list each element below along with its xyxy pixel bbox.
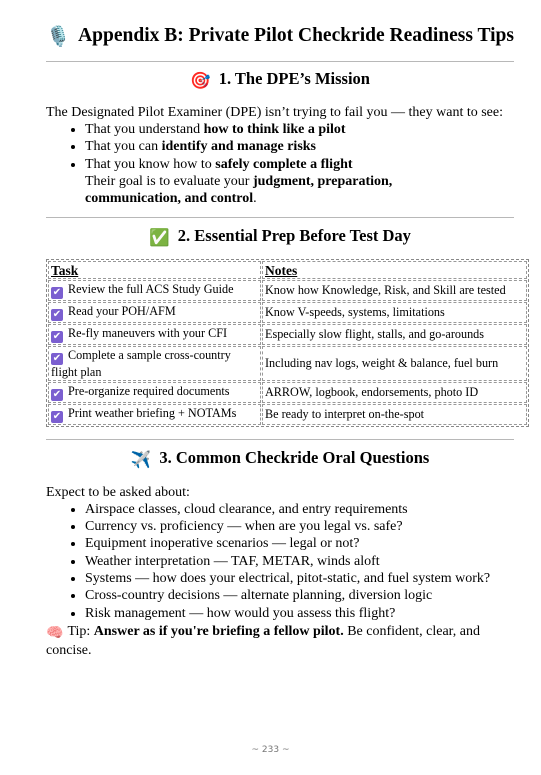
checkbox-checked-icon: ✔ [52, 308, 62, 320]
table-row [48, 346, 527, 381]
document-page [46, 22, 514, 659]
table-row [48, 302, 527, 323]
list-item: • Weather interpretation — TAF, METAR, winds aloft [85, 553, 505, 570]
list-item: • That you can identify and manage risks [85, 138, 514, 155]
target-icon: 🎯 [190, 71, 211, 90]
section3-intro: Expect to be asked about: [46, 484, 190, 500]
divider [46, 439, 514, 440]
page-title-text: Appendix B: Private Pilot Checkride Readiness Tips [78, 25, 514, 46]
table-row [48, 404, 527, 425]
section1-list [46, 121, 514, 173]
list-item: • Airspace classes, cloud clearance, and entry requirements [85, 501, 505, 518]
table-header-row [48, 261, 527, 279]
page-title [46, 22, 514, 52]
divider [46, 217, 514, 218]
section1-heading-text: 1. The DPE’s Mission [218, 69, 370, 88]
notes-cell: Know V-speeds, systems, limitations [262, 302, 527, 323]
checkbox-checked-icon: ✔ [52, 352, 62, 364]
notes-cell: Be ready to interpret on-the-spot [262, 404, 527, 425]
tip-paragraph: 🧠 Tip: Answer as if you're briefing a fellow pilot. Be confident, clear, and concise. [46, 623, 480, 658]
task-cell: ✔ Review the full ACS Study Guide [48, 280, 261, 301]
checkbox-checked-icon: ✔ [52, 286, 62, 298]
section1-goal: Their goal is to evaluate your judgment, preparation, communication, and control. [85, 173, 393, 206]
airplane-icon: ✈️ [130, 449, 152, 469]
section3-list [46, 501, 505, 622]
list-item: • Risk management — how would you assess this flight? [85, 605, 505, 622]
notes-cell: Including nav logs, weight & balance, fuel burn [262, 346, 527, 381]
task-cell: ✔ Pre-organize required documents [48, 382, 261, 403]
section3-heading-text: 3. Common Checkride Oral Questions [159, 447, 430, 467]
divider [46, 61, 514, 62]
section2-heading [46, 224, 514, 250]
list-item: • That you know how to safely complete a flight [85, 156, 514, 173]
microphone-icon: 🎙️ [46, 27, 71, 48]
list-item: • Systems — how does your electrical, pitot-static, and fuel system work? [85, 570, 505, 587]
list-item: • Cross-country decisions — alternate planning, diversion logic [85, 587, 505, 604]
section1-heading [46, 67, 514, 93]
column-header-notes: Notes [262, 261, 527, 279]
list-item: • Currency vs. proficiency — when are you legal vs. safe? [85, 518, 505, 535]
prep-table [46, 259, 529, 427]
task-cell: ✔ Print weather briefing + NOTAMs [48, 404, 261, 425]
check-mark-icon: ✅ [149, 227, 170, 247]
notes-cell: Know how Knowledge, Risk, and Skill are tested [262, 280, 527, 301]
table-row [48, 280, 527, 301]
notes-cell: ARROW, logbook, endorsements, photo ID [262, 382, 527, 403]
section1-intro: The Designated Pilot Examiner (DPE) isn’t trying to fail you — they want to see: [46, 105, 503, 120]
task-cell: ✔ Re-fly maneuvers with your CFI [48, 324, 261, 345]
task-cell: ✔ Complete a sample cross-country flight plan [48, 346, 261, 381]
column-header-task: Task [48, 261, 261, 279]
task-cell: ✔ Read your POH/AFM [48, 302, 261, 323]
notes-cell: Especially slow flight, stalls, and go-arounds [262, 324, 527, 345]
list-item: • Equipment inoperative scenarios — legal or not? [85, 535, 505, 552]
table-row [48, 324, 527, 345]
brain-icon: 🧠 [46, 625, 64, 641]
checkbox-checked-icon: ✔ [52, 410, 62, 422]
table-row [48, 382, 527, 403]
section3-heading [46, 446, 514, 472]
list-item: • That you understand how to think like a pilot [85, 121, 514, 138]
section2-heading-text: 2. Essential Prep Before Test Day [177, 225, 411, 245]
checkbox-checked-icon: ✔ [52, 388, 62, 400]
checkbox-checked-icon: ✔ [52, 330, 62, 342]
page-number: ~ 233 ~ [251, 745, 290, 755]
